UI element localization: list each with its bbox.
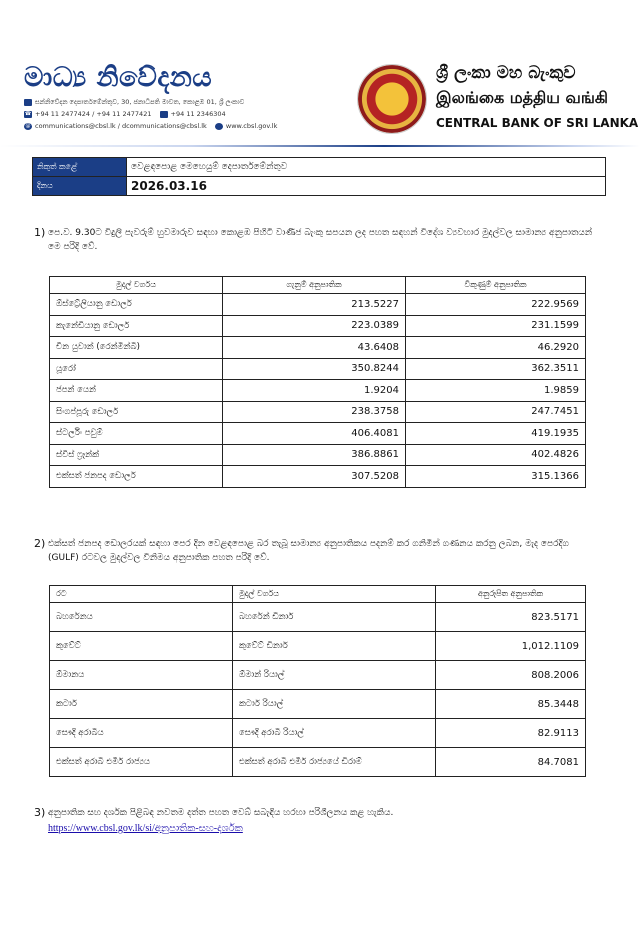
currency-cell: ස්විස් ෆ්‍රෑන්ක් xyxy=(50,444,223,466)
contact-phones: ☎ +94 11 2477424 / +94 11 2477421 +94 11 2346304 xyxy=(24,110,226,118)
currency-cell: චීන යුවාන් (රෙන්මින්බි) xyxy=(50,337,223,359)
sell-rate-cell: 247.7451 xyxy=(406,401,586,423)
section2-paragraph: 2) එක්සත් ජනපද ඩොලරයක් සඳහා පෙර දින වෙළඳපොළ බර තැබූ සාමාන්‍ය අනුපාතිකය පදනම් කර ගනිමින් ගණනය කරනු ලබන, මැද පෙරදිග (GULF) රටවල මුදල්වල විනිමය අනුපාතික පහත පරිදි වේ. xyxy=(34,537,569,563)
contact-online xyxy=(24,122,277,130)
buy-rate-cell: 350.8244 xyxy=(223,358,406,380)
issued-by-value: වෙළඳපොළ මෙහෙයුම් දෙපාර්තමේන්තුව xyxy=(127,158,606,177)
currency-cell: කැනේඩියානු ඩොලර් xyxy=(50,315,223,337)
currency-cell: යූරෝ xyxy=(50,358,223,380)
rate-cell: 823.5171 xyxy=(436,603,586,632)
country-cell: කුවේට් xyxy=(50,632,233,661)
currency-cell: එක්සත් ජනපද ඩොලර් xyxy=(50,466,223,488)
rate-cell: 82.9113 xyxy=(436,719,586,748)
rate-cell: 1,012.1109 xyxy=(436,632,586,661)
bank-name-sinhala: ශ්‍රී ලංකා මහ බැංකුව xyxy=(436,63,576,83)
country-cell: කටාර් xyxy=(50,690,233,719)
website-link[interactable]: www.cbsl.gov.lk xyxy=(225,122,278,130)
rate-cell: 808.2006 xyxy=(436,661,586,690)
bank-name-tamil: இலங்கை மத்திய வங்கி xyxy=(436,88,608,107)
country-cell: එක්සත් අරාබි එමීර් රාජ්‍යය xyxy=(50,748,233,777)
rate-cell: 85.3448 xyxy=(436,690,586,719)
gulf-row xyxy=(50,690,586,719)
gulf-row xyxy=(50,661,586,690)
rate-row xyxy=(50,294,586,316)
sell-rate-cell: 1.9859 xyxy=(406,380,586,402)
building-icon xyxy=(24,99,32,106)
rate-row xyxy=(50,401,586,423)
contact-address: සන්නිවේදන දෙපාර්තමේන්තුව, 30, ජනාධිපති මාවත, කොළඹ 01, ශ්‍රී ලංකාව xyxy=(24,98,244,107)
gulf-row xyxy=(50,748,586,777)
buy-rate-cell: 43.6408 xyxy=(223,337,406,359)
at-icon: @ xyxy=(25,122,31,129)
rate-cell: 84.7081 xyxy=(436,748,586,777)
rate-row xyxy=(50,466,586,488)
currency-cell: ස්ටර්ලිං පවුම් xyxy=(50,423,223,445)
buy-rate-cell: 386.8861 xyxy=(223,444,406,466)
globe-icon xyxy=(215,123,223,130)
sell-rate-cell: 315.1366 xyxy=(406,466,586,488)
currency-cell: කටාර් රියාල් xyxy=(233,690,436,719)
rate-row xyxy=(50,444,586,466)
meta-table xyxy=(32,157,606,196)
exchange-rates-table: මුදල් වර්ගය ගැනුම් අනුපාතික විකුණුම් අනුපාතික ඕස්ට්‍රේලියානු ඩොලර් 213.5227 222.9569 කැනේඩියානු ඩොලර් 223.0389 231.1599 චීන යුවාන් (රෙන්මින්බි) 43.6408 46.2920 යූරෝ 350.8244 362.3511 ජපන් යෙන් 1.9204 1.9859 සිංගප්පූරු ඩොලර් 238.3758 247.7451 ස්ටර්ලිං පවුම් 406.4081 419.1935 ස්විස් ෆ්‍රෑන්ක් 386.8861 402.4826 එක්සත් ජනපද ඩොලර් 307.5208 315.1366 xyxy=(49,276,586,488)
gulf-row xyxy=(50,719,586,748)
rates-indices-link[interactable]: https://www.cbsl.gov.lk/si/අනුපාතික-සහ-දර්ශක xyxy=(48,823,243,834)
sell-rate-cell: 231.1599 xyxy=(406,315,586,337)
phone-icon: ☎ xyxy=(24,110,32,117)
rate-row xyxy=(50,337,586,359)
sell-rate-cell: 46.2920 xyxy=(406,337,586,359)
buy-rate-cell: 238.3758 xyxy=(223,401,406,423)
sell-rate-cell: 362.3511 xyxy=(406,358,586,380)
date-label: දිනය xyxy=(33,177,127,196)
header xyxy=(0,0,640,150)
issued-by-label: නිකුත් කළේ xyxy=(33,158,127,177)
currency-cell: ජපන් යෙන් xyxy=(50,380,223,402)
currency-cell: කුවේට් ඩිනාර් xyxy=(233,632,436,661)
currency-cell: ඕස්ට්‍රේලියානු ඩොලර් xyxy=(50,294,223,316)
currency-cell: සෞදි අරාබි රියාල් xyxy=(233,719,436,748)
cbsl-logo-icon xyxy=(357,64,427,134)
gulf-rates-table: රට මුදල් වර්ගය අනුරූපිත අනුපාතික බහරේනය බහරේන් ඩිනාර් 823.5171 කුවේට් කුවේට් ඩිනාර් 1,012.1109 ඕමානය ඕමාන් රියාල් 808.2006 කටාර් කටාර් රියාල් 85.3448 සෞදි අරාබිය සෞදි අරාබි රියාල් 82.9113 එක්සත් අරාබි එමීර් රාජ්‍යය එක්සත් අරාබි එමීර් රාජ්‍යයේ ඩිරාම් 84.7081 xyxy=(49,585,586,777)
section1-paragraph: 1) පෙ.ව. 9.30ට විදුලි පැවරුම් හුවමාරුව සඳහා කොළඹ පිහිටි වාණිජ බැංකු සපයන ලද පහත සඳහන් විදේශ ව්‍යවහාර මුදල්වල සාමාන්‍ය අනුපාතයන් මෙ පරිදි වේ. xyxy=(34,226,593,252)
sell-rate-cell: 402.4826 xyxy=(406,444,586,466)
rate-row xyxy=(50,423,586,445)
page-title: මාධ්‍ය නිවේදනය xyxy=(24,62,213,93)
country-cell: සෞදි අරාබිය xyxy=(50,719,233,748)
buy-rate-cell: 406.4081 xyxy=(223,423,406,445)
currency-cell: සිංගප්පූරු ඩොලර් xyxy=(50,401,223,423)
country-cell: ඕමානය xyxy=(50,661,233,690)
currency-cell: බහරේන් ඩිනාර් xyxy=(233,603,436,632)
buy-rate-cell: 213.5227 xyxy=(223,294,406,316)
header-divider xyxy=(0,145,640,147)
date-value: 2026.03.16 xyxy=(127,177,606,196)
buy-rate-cell: 1.9204 xyxy=(223,380,406,402)
email-link[interactable]: communications@cbsl.lk / dcommunications@cbsl.lk xyxy=(35,122,207,130)
section3-paragraph: 3) අනුපාතික සහ දර්ශක පිළිබඳ නවතම දත්ත පහත වෙබ් සබැඳිය හරහා පරිශීලනය කළ හැකිය. https://www.cbsl.gov.lk/si/අනුපාතික-සහ-දර්ශක xyxy=(34,806,394,834)
buy-rate-cell: 223.0389 xyxy=(223,315,406,337)
bank-name-english: CENTRAL BANK OF SRI LANKA xyxy=(436,116,639,130)
buy-rate-cell: 307.5208 xyxy=(223,466,406,488)
sell-rate-cell: 222.9569 xyxy=(406,294,586,316)
country-cell: බහරේනය xyxy=(50,603,233,632)
sell-rate-cell: 419.1935 xyxy=(406,423,586,445)
gulf-row xyxy=(50,632,586,661)
currency-cell: එක්සත් අරාබි එමීර් රාජ්‍යයේ ඩිරාම් xyxy=(233,748,436,777)
fax-icon xyxy=(160,111,168,118)
rate-row xyxy=(50,358,586,380)
rate-row xyxy=(50,315,586,337)
currency-cell: ඕමාන් රියාල් xyxy=(233,661,436,690)
rate-row xyxy=(50,380,586,402)
gulf-row xyxy=(50,603,586,632)
